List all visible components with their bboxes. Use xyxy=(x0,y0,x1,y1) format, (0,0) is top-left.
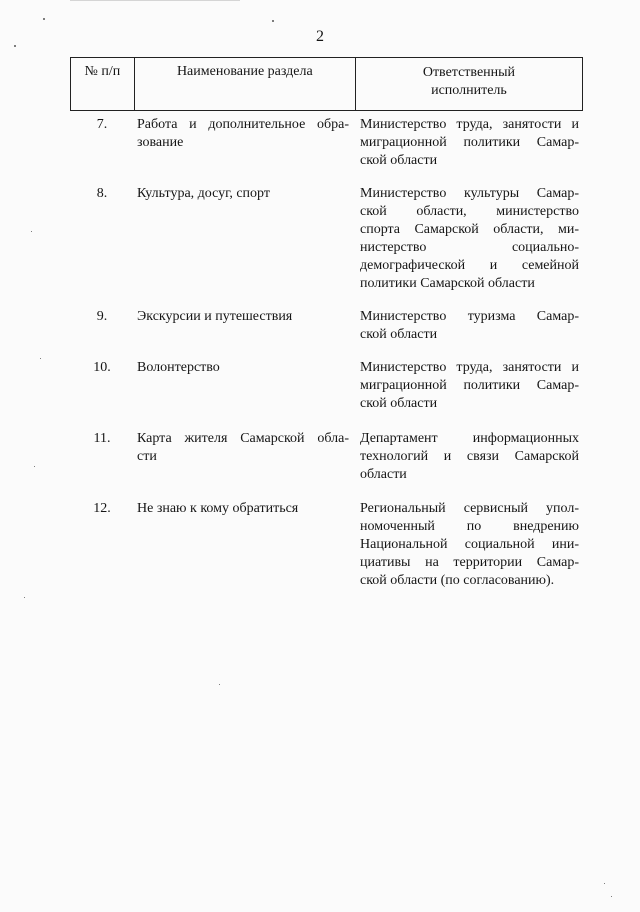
responsible-line: Министерство культуры Самар- xyxy=(360,186,579,201)
responsible-line: Министерство труда, занятости и xyxy=(360,360,579,375)
responsible-line: миграционной политики Самар- xyxy=(360,378,579,393)
responsible-executor xyxy=(360,185,579,293)
header-responsible-line-1: Ответственный xyxy=(422,65,516,80)
scan-speck xyxy=(40,358,41,359)
responsible-line: Департамент информационных xyxy=(360,431,579,446)
scan-speck xyxy=(219,684,220,685)
section-line: сти xyxy=(137,449,157,464)
page-number: 2 xyxy=(316,28,324,45)
table-header xyxy=(70,57,583,111)
section-line: Волонтерство xyxy=(137,360,220,375)
responsible-line: нистерство социально- xyxy=(360,240,579,255)
header-number-column xyxy=(71,58,135,110)
scan-speck xyxy=(24,597,25,598)
section-name xyxy=(137,359,349,377)
responsible-line: Министерство туризма Самар- xyxy=(360,309,579,324)
section-name xyxy=(137,430,349,466)
responsible-line: Национальной социальной ини- xyxy=(360,537,579,552)
scan-speck xyxy=(43,18,45,20)
header-number-text: № п/п xyxy=(84,64,121,79)
row-number: 7. xyxy=(96,117,108,132)
header-responsible-column xyxy=(356,58,582,110)
responsible-line: миграционной политики Самар- xyxy=(360,135,579,150)
row-number: 8. xyxy=(96,186,108,201)
section-line: Не знаю к кому обратиться xyxy=(137,501,299,516)
responsible-executor xyxy=(360,308,579,344)
section-line: Экскурсии и путешествия xyxy=(137,309,293,324)
responsible-line: Региональный сервисный упол- xyxy=(360,501,579,516)
row-number: 9. xyxy=(96,309,108,324)
responsible-executor xyxy=(360,500,579,590)
header-section-text: Наименование раздела xyxy=(176,64,313,79)
row-number: 10. xyxy=(93,360,111,375)
responsible-executor xyxy=(360,116,579,170)
responsible-line: области xyxy=(360,467,407,482)
responsible-line: спорта Самарской области, ми- xyxy=(360,222,579,237)
responsible-line: ской области (по согласованию). xyxy=(360,573,555,588)
responsible-line: ской области xyxy=(360,396,438,411)
section-name xyxy=(137,185,349,203)
scan-speck xyxy=(611,896,612,897)
scan-speck xyxy=(604,883,605,884)
scan-speck xyxy=(34,466,35,467)
scan-speck xyxy=(14,45,16,47)
responsible-line: номоченный по внедрению xyxy=(360,519,579,534)
top-scan-edge xyxy=(70,0,240,1)
scan-speck xyxy=(31,231,32,232)
section-name xyxy=(137,500,349,518)
responsible-line: демографической и семейной xyxy=(360,258,579,273)
section-line: Культура, досуг, спорт xyxy=(137,186,270,201)
section-line: Карта жителя Самарской обла- xyxy=(137,431,349,446)
responsible-executor xyxy=(360,359,579,413)
responsible-executor xyxy=(360,430,579,484)
responsible-line: политики Самарской области xyxy=(360,276,535,291)
section-name xyxy=(137,116,349,152)
section-line: Работа и дополнительное обра- xyxy=(137,117,349,132)
responsible-line: циативы на территории Самар- xyxy=(360,555,579,570)
responsible-line: Министерство труда, занятости и xyxy=(360,117,579,132)
row-number: 12. xyxy=(93,501,111,516)
scan-speck xyxy=(272,20,274,22)
row-number: 11. xyxy=(93,431,111,446)
responsible-line: технологий и связи Самарской xyxy=(360,449,579,464)
section-name xyxy=(137,308,349,326)
section-line: зование xyxy=(137,135,184,150)
responsible-line: ской области xyxy=(360,153,438,168)
header-section-column xyxy=(135,58,356,110)
responsible-line: ской области xyxy=(360,327,438,342)
header-responsible-line-2: исполнитель xyxy=(431,83,507,98)
responsible-line: ской области, министерство xyxy=(360,204,579,219)
